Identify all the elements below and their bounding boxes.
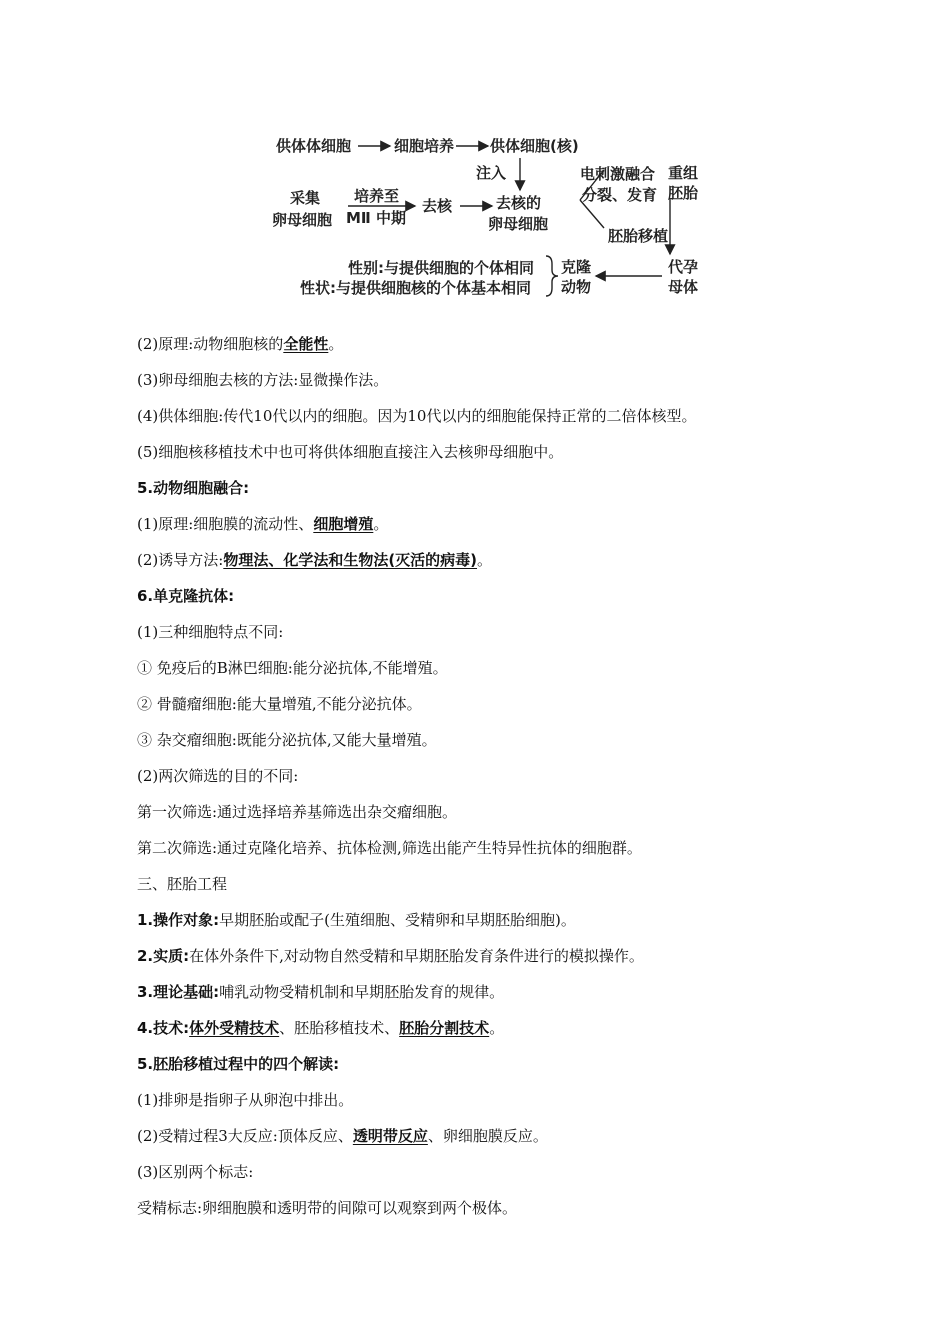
- answer-ivf: 体外受精技术: [189, 1019, 280, 1037]
- text-line: ③ 杂交瘤细胞:既能分泌抗体,又能大量增殖。: [137, 731, 437, 749]
- label: 3.理论基础:: [137, 983, 220, 1001]
- text: 早期胚胎或配子(生殖细胞、受精卵和早期胚胎细胞)。: [219, 911, 576, 929]
- clone1-label: 克隆: [561, 258, 592, 276]
- text-line: 第一次筛选:通过选择培养基筛选出杂交瘤细胞。: [137, 803, 458, 821]
- nuclear-transfer-diagram: [260, 128, 720, 303]
- inject-label: 注入: [476, 164, 507, 182]
- embryo-transfer-label: 胚胎移植: [608, 227, 669, 245]
- enucleate-label: 去核: [422, 197, 453, 215]
- donor-nucleus-label: 供体细胞(核): [490, 137, 579, 155]
- text: (2)原理:动物细胞核的: [137, 335, 284, 353]
- techniques-line: [137, 1018, 504, 1038]
- surrogate1-label: 代孕: [668, 258, 699, 276]
- oocyte2-label: 卵母细胞: [488, 215, 549, 233]
- culture-to-label: 培养至: [354, 187, 400, 205]
- section-heading: 三、胚胎工程: [137, 875, 228, 893]
- oocyte-label: 卵母细胞: [272, 211, 333, 229]
- label: 1.操作对象:: [137, 911, 220, 929]
- reconstructed-label: 重组: [668, 164, 699, 182]
- text: 在体外条件下,对动物自然受精和早期胚胎发育条件进行的模拟操作。: [189, 947, 644, 965]
- text: 、胚胎移植技术、: [279, 1019, 400, 1037]
- text: (1)原理:细胞膜的流动性、: [137, 515, 314, 533]
- text: (2)受精过程3大反应:顶体反应、: [137, 1127, 353, 1145]
- text: 。: [477, 551, 493, 569]
- text-line: ② 骨髓瘤细胞:能大量增殖,不能分泌抗体。: [137, 695, 422, 713]
- enucleated-label: 去核的: [496, 194, 542, 212]
- text: 哺乳动物受精机制和早期胚胎发育的规律。: [219, 983, 505, 1001]
- essence-line: [137, 946, 644, 966]
- label: 4.技术:: [137, 1019, 190, 1037]
- text-line: (2)两次筛选的目的不同:: [137, 767, 299, 785]
- cell-culture-label: 细胞培养: [394, 137, 455, 155]
- answer-embryo-splitting: 胚胎分割技术: [399, 1019, 490, 1037]
- section-heading: 5.胚胎移植过程中的四个解读:: [137, 1055, 340, 1073]
- section-heading: 6.单克隆抗体:: [137, 587, 235, 605]
- text-line: (3)区别两个标志:: [137, 1163, 254, 1181]
- text-line: (1)三种细胞特点不同:: [137, 623, 284, 641]
- principle-line: [137, 334, 343, 354]
- direct-injection-line: (5)细胞核移植技术中也可将供体细胞直接注入去核卵母细胞中。: [137, 443, 564, 461]
- text: 。: [328, 335, 344, 353]
- fertilization-reactions-line: [137, 1126, 548, 1146]
- division-label: 分裂、发育: [582, 186, 658, 204]
- text: (2)诱导方法:: [137, 551, 224, 569]
- operation-object-line: [137, 910, 576, 930]
- collect-label: 采集: [290, 189, 321, 207]
- answer-methods: 物理法、化学法和生物法(灭活的病毒): [223, 551, 478, 569]
- electrofusion-label: 电刺激融合: [580, 165, 656, 183]
- label: 2.实质:: [137, 947, 190, 965]
- text-line: 受精标志:卵细胞膜和透明带的间隙可以观察到两个极体。: [137, 1199, 518, 1217]
- text-line: 第二次筛选:通过克隆化培养、抗体检测,筛选出能产生特异性抗体的细胞群。: [137, 839, 642, 857]
- sex-note: 性别:与提供细胞的个体相同: [348, 259, 534, 277]
- enucleation-method-line: (3)卵母细胞去核的方法:显微操作法。: [137, 371, 389, 389]
- donor-cell-line: (4)供体细胞:传代10代以内的细胞。因为10代以内的细胞能保持正常的二倍体核型。: [137, 407, 697, 425]
- induction-method-line: [137, 550, 492, 570]
- theory-line: [137, 982, 504, 1002]
- text: 。: [489, 1019, 505, 1037]
- embryo-label: 胚胎: [668, 184, 699, 202]
- mii-stage-label: MⅡ 中期: [346, 209, 407, 227]
- trait-note: 性状:与提供细胞核的个体基本相同: [300, 279, 532, 297]
- fusion-principle-line: [137, 514, 388, 534]
- surrogate2-label: 母体: [668, 278, 699, 296]
- answer-proliferation: 细胞增殖: [313, 515, 374, 533]
- text: 、卵细胞膜反应。: [427, 1127, 548, 1145]
- answer-totipotency: 全能性: [283, 335, 329, 353]
- text-line: ① 免疫后的B淋巴细胞:能分泌抗体,不能增殖。: [137, 659, 448, 677]
- text: 。: [373, 515, 389, 533]
- text-line: (1)排卵是指卵子从卵泡中排出。: [137, 1091, 354, 1109]
- section-heading: 5.动物细胞融合:: [137, 479, 250, 497]
- clone2-label: 动物: [561, 278, 592, 296]
- answer-zona-reaction: 透明带反应: [352, 1127, 428, 1145]
- donor-cell-label: 供体体细胞: [276, 137, 352, 155]
